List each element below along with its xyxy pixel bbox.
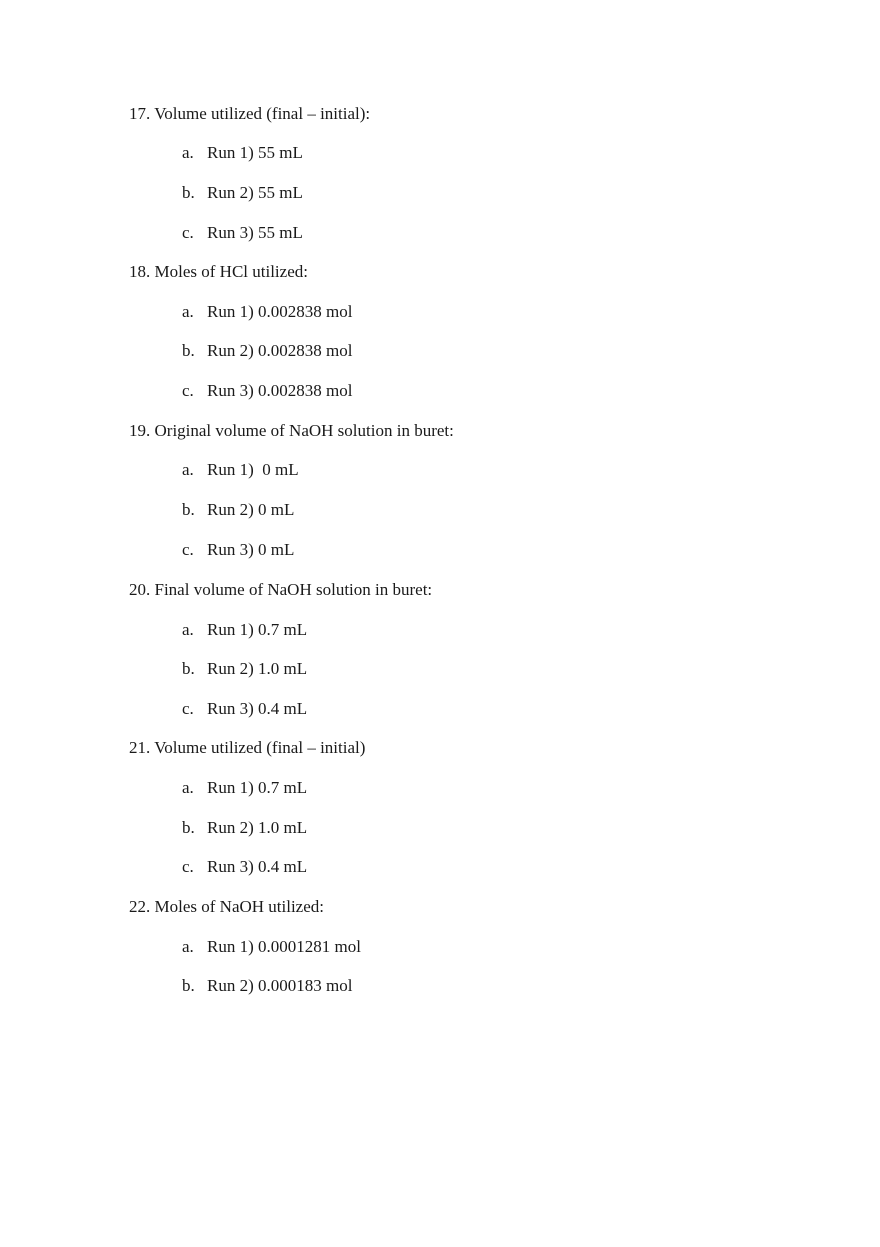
list-item-letter: c.	[182, 381, 194, 400]
question-text: Moles of HCl utilized:	[154, 262, 308, 281]
list-item-letter: a.	[182, 778, 194, 797]
list-item-text: Run 3) 0.4 mL	[207, 699, 308, 718]
list-item-text: Run 2) 0.000183 mol	[207, 976, 353, 995]
list-item-letter: b.	[182, 341, 195, 360]
question-number: 20.	[129, 580, 151, 599]
list-item-text: Run 2) 1.0 mL	[207, 659, 308, 678]
list-item-text: Run 3) 55 mL	[207, 223, 303, 242]
list-item-letter: c.	[182, 540, 194, 559]
list-item-text: Run 3) 0.002838 mol	[207, 381, 353, 400]
list-item-letter: c.	[182, 699, 194, 718]
list-item-text: Run 1) 0.7 mL	[207, 778, 308, 797]
question-17	[129, 104, 370, 124]
question-number: 17.	[129, 104, 151, 123]
list-item-text: Run 1) 0 mL	[207, 460, 299, 479]
question-number: 19.	[129, 421, 151, 440]
question-text: Final volume of NaOH solution in buret:	[154, 580, 433, 599]
list-item-letter: a.	[182, 460, 194, 479]
list-item-letter: b.	[182, 183, 195, 202]
list-item-letter: b.	[182, 659, 195, 678]
question-text: Original volume of NaOH solution in buret:	[154, 421, 454, 440]
list-item-text: Run 1) 55 mL	[207, 143, 303, 162]
question-20	[129, 580, 432, 600]
list-item-letter: b.	[182, 818, 195, 837]
list-item-letter: a.	[182, 143, 194, 162]
question-18	[129, 262, 308, 282]
list-item-text: Run 1) 0.0001281 mol	[207, 937, 361, 956]
list-item-letter: b.	[182, 500, 195, 519]
list-item-letter: a.	[182, 937, 194, 956]
question-number: 22.	[129, 897, 151, 916]
question-22	[129, 897, 324, 917]
list-item-letter: c.	[182, 857, 194, 876]
question-19	[129, 421, 454, 441]
question-number: 21.	[129, 738, 151, 757]
question-number: 18.	[129, 262, 151, 281]
question-21	[129, 738, 365, 758]
list-item-text: Run 2) 1.0 mL	[207, 818, 308, 837]
list-item-letter: a.	[182, 302, 194, 321]
question-text: Volume utilized (final – initial):	[154, 104, 371, 123]
list-item-text: Run 2) 0.002838 mol	[207, 341, 353, 360]
list-item-letter: b.	[182, 976, 195, 995]
list-item-text: Run 3) 0.4 mL	[207, 857, 308, 876]
question-text: Volume utilized (final – initial)	[154, 738, 366, 757]
list-item-text: Run 3) 0 mL	[207, 540, 295, 559]
list-item-letter: a.	[182, 620, 194, 639]
list-item-text: Run 1) 0.7 mL	[207, 620, 308, 639]
question-text: Moles of NaOH utilized:	[154, 897, 324, 916]
list-item-text: Run 2) 55 mL	[207, 183, 303, 202]
list-item-letter: c.	[182, 223, 194, 242]
list-item-text: Run 2) 0 mL	[207, 500, 295, 519]
list-item-text: Run 1) 0.002838 mol	[207, 302, 353, 321]
